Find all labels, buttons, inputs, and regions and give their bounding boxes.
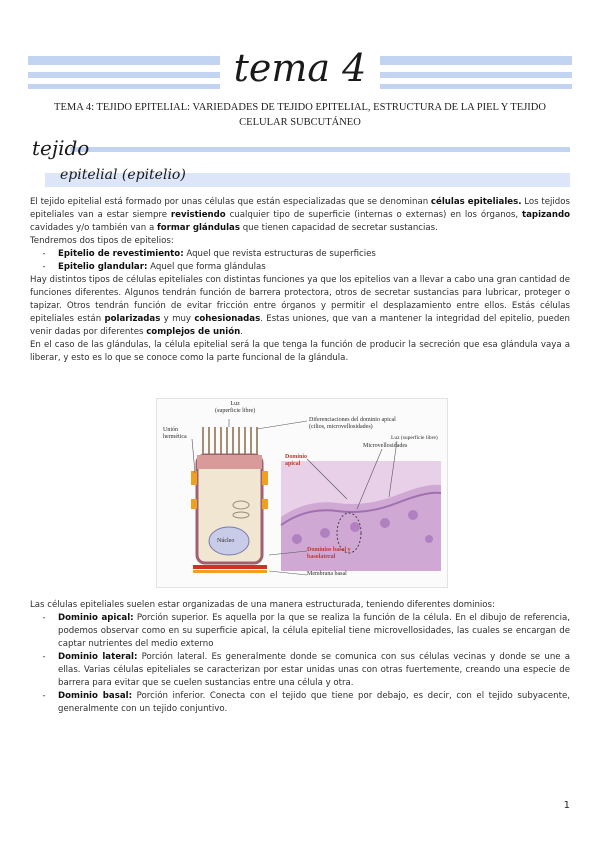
label-membrana: Membrana basal: [307, 571, 347, 577]
label-luz: Luz (superficie libre): [215, 401, 256, 414]
domains-block: [30, 599, 570, 716]
label-luz-right: Luz (superficie libre): [391, 435, 438, 441]
intro-paragraph: El tejido epitelial está formado por unas células que están especializadas que se denominan células epiteliales. Los tejidos epiteliales van a estar siempre revistiendo cualquier tipo de superficie (internas o externas) en los órganos, tapizando cavidades y/o también van a formar glándulas que tienen capacidad de secretar sustancias.: [30, 197, 570, 233]
page-title: tema 4: [220, 46, 380, 90]
section-subheading: epitelial (epitelio): [60, 167, 186, 183]
epithelial-cell-figure: [156, 398, 448, 588]
label-nucleo: Núcleo: [217, 538, 235, 544]
body-paragraph-glands: En el caso de las glándulas, la célula epitelial será la que tenga la función de producir la secreción que esa glándula vaya a liberar, y esto es lo que se conoce como la parte funcional de la glándula.: [30, 340, 570, 363]
label-microvellosidades: Microvellosidades: [363, 443, 408, 449]
list-item: - Epitelio de revestimiento: Aquel que revista estructuras de superficies: [42, 249, 376, 259]
list-item: - Dominio basal: Porción inferior. Conecta con el tejido que tiene por debajo, es decir, con el tejido subyacente, generalmente con un tejido conjuntivo.: [42, 691, 570, 714]
junction-left-2: [191, 499, 197, 509]
section-heading: tejido: [32, 136, 90, 160]
tight-junction-right: [262, 471, 268, 485]
body-paragraph: Hay distintos tipos de células epiteliales con distintas funciones ya que los epitelios van a llevar a cabo una gran cantidad de funciones diferentes. Algunos tendrán función de barrera protectora, otros de secretar sustancias para lubricar, proteger o tapizar. Otros tendrán función de evitar fricción entre órganos y permitir el desplazamiento entre ellos. Estás células epiteliales están polarizadas y muy cohesionadas. Estas uniones, que van a mantener la integridad del epitelio, pueden venir dadas por diferentes complejos de unión.: [30, 275, 571, 337]
page-number: 1: [563, 800, 570, 811]
junction-right-2: [262, 499, 268, 509]
intro-types-lead: Tendremos dos tipos de epitelios:: [30, 236, 174, 246]
tight-junction-left: [191, 471, 197, 485]
basement-membrane-orange: [193, 570, 267, 573]
label-dominios-basal: Dominios basal y basolateral: [307, 547, 351, 560]
document-subtitle: TEMA 4: TEJIDO EPITELIAL: VARIEDADES DE TEJIDO EPITELIAL, ESTRUCTURA DE LA PIEL Y TEJIDO CELULAR SUBCUTÁNEO: [54, 102, 546, 128]
intro-block: [30, 196, 570, 365]
basement-membrane-red: [193, 565, 267, 569]
label-diferenciaciones: Diferenciaciones del dominio apical (cilios, microvellosidades): [309, 417, 396, 430]
label-dominio-apical: Dominio apical: [285, 454, 308, 467]
microvilli: [203, 427, 257, 455]
list-item: - Dominio apical: Porción superior. Es aquella por la que se realiza la función de la célula. En el dibujo de referencia, podemos observar como en su superficie apical, la célula epitelial tiene microvellosidades, las cuales se encargan de captar nutrientes del medio externo: [42, 613, 570, 649]
apical-region: [197, 455, 262, 469]
section-bar-1: [70, 147, 570, 152]
epithelial-cell-diagram: [157, 399, 447, 587]
domains-intro: Las células epiteliales suelen estar organizadas de una manera estructurada, teniendo diferentes dominios:: [30, 600, 495, 610]
label-union: Unión hermética: [163, 427, 187, 440]
list-item: - Dominio lateral: Porción lateral. Es generalmente donde se comunica con sus células vecinas y donde se une a ellas. Varias células epiteliales se caracterizan por estar unidas unas con otras fuertemente, creando una especie de barrera para evitar que se cuelen sustancias entre una célula y otra.: [42, 652, 570, 688]
list-item: - Epitelio glandular: Aquel que forma glándulas: [42, 262, 266, 272]
